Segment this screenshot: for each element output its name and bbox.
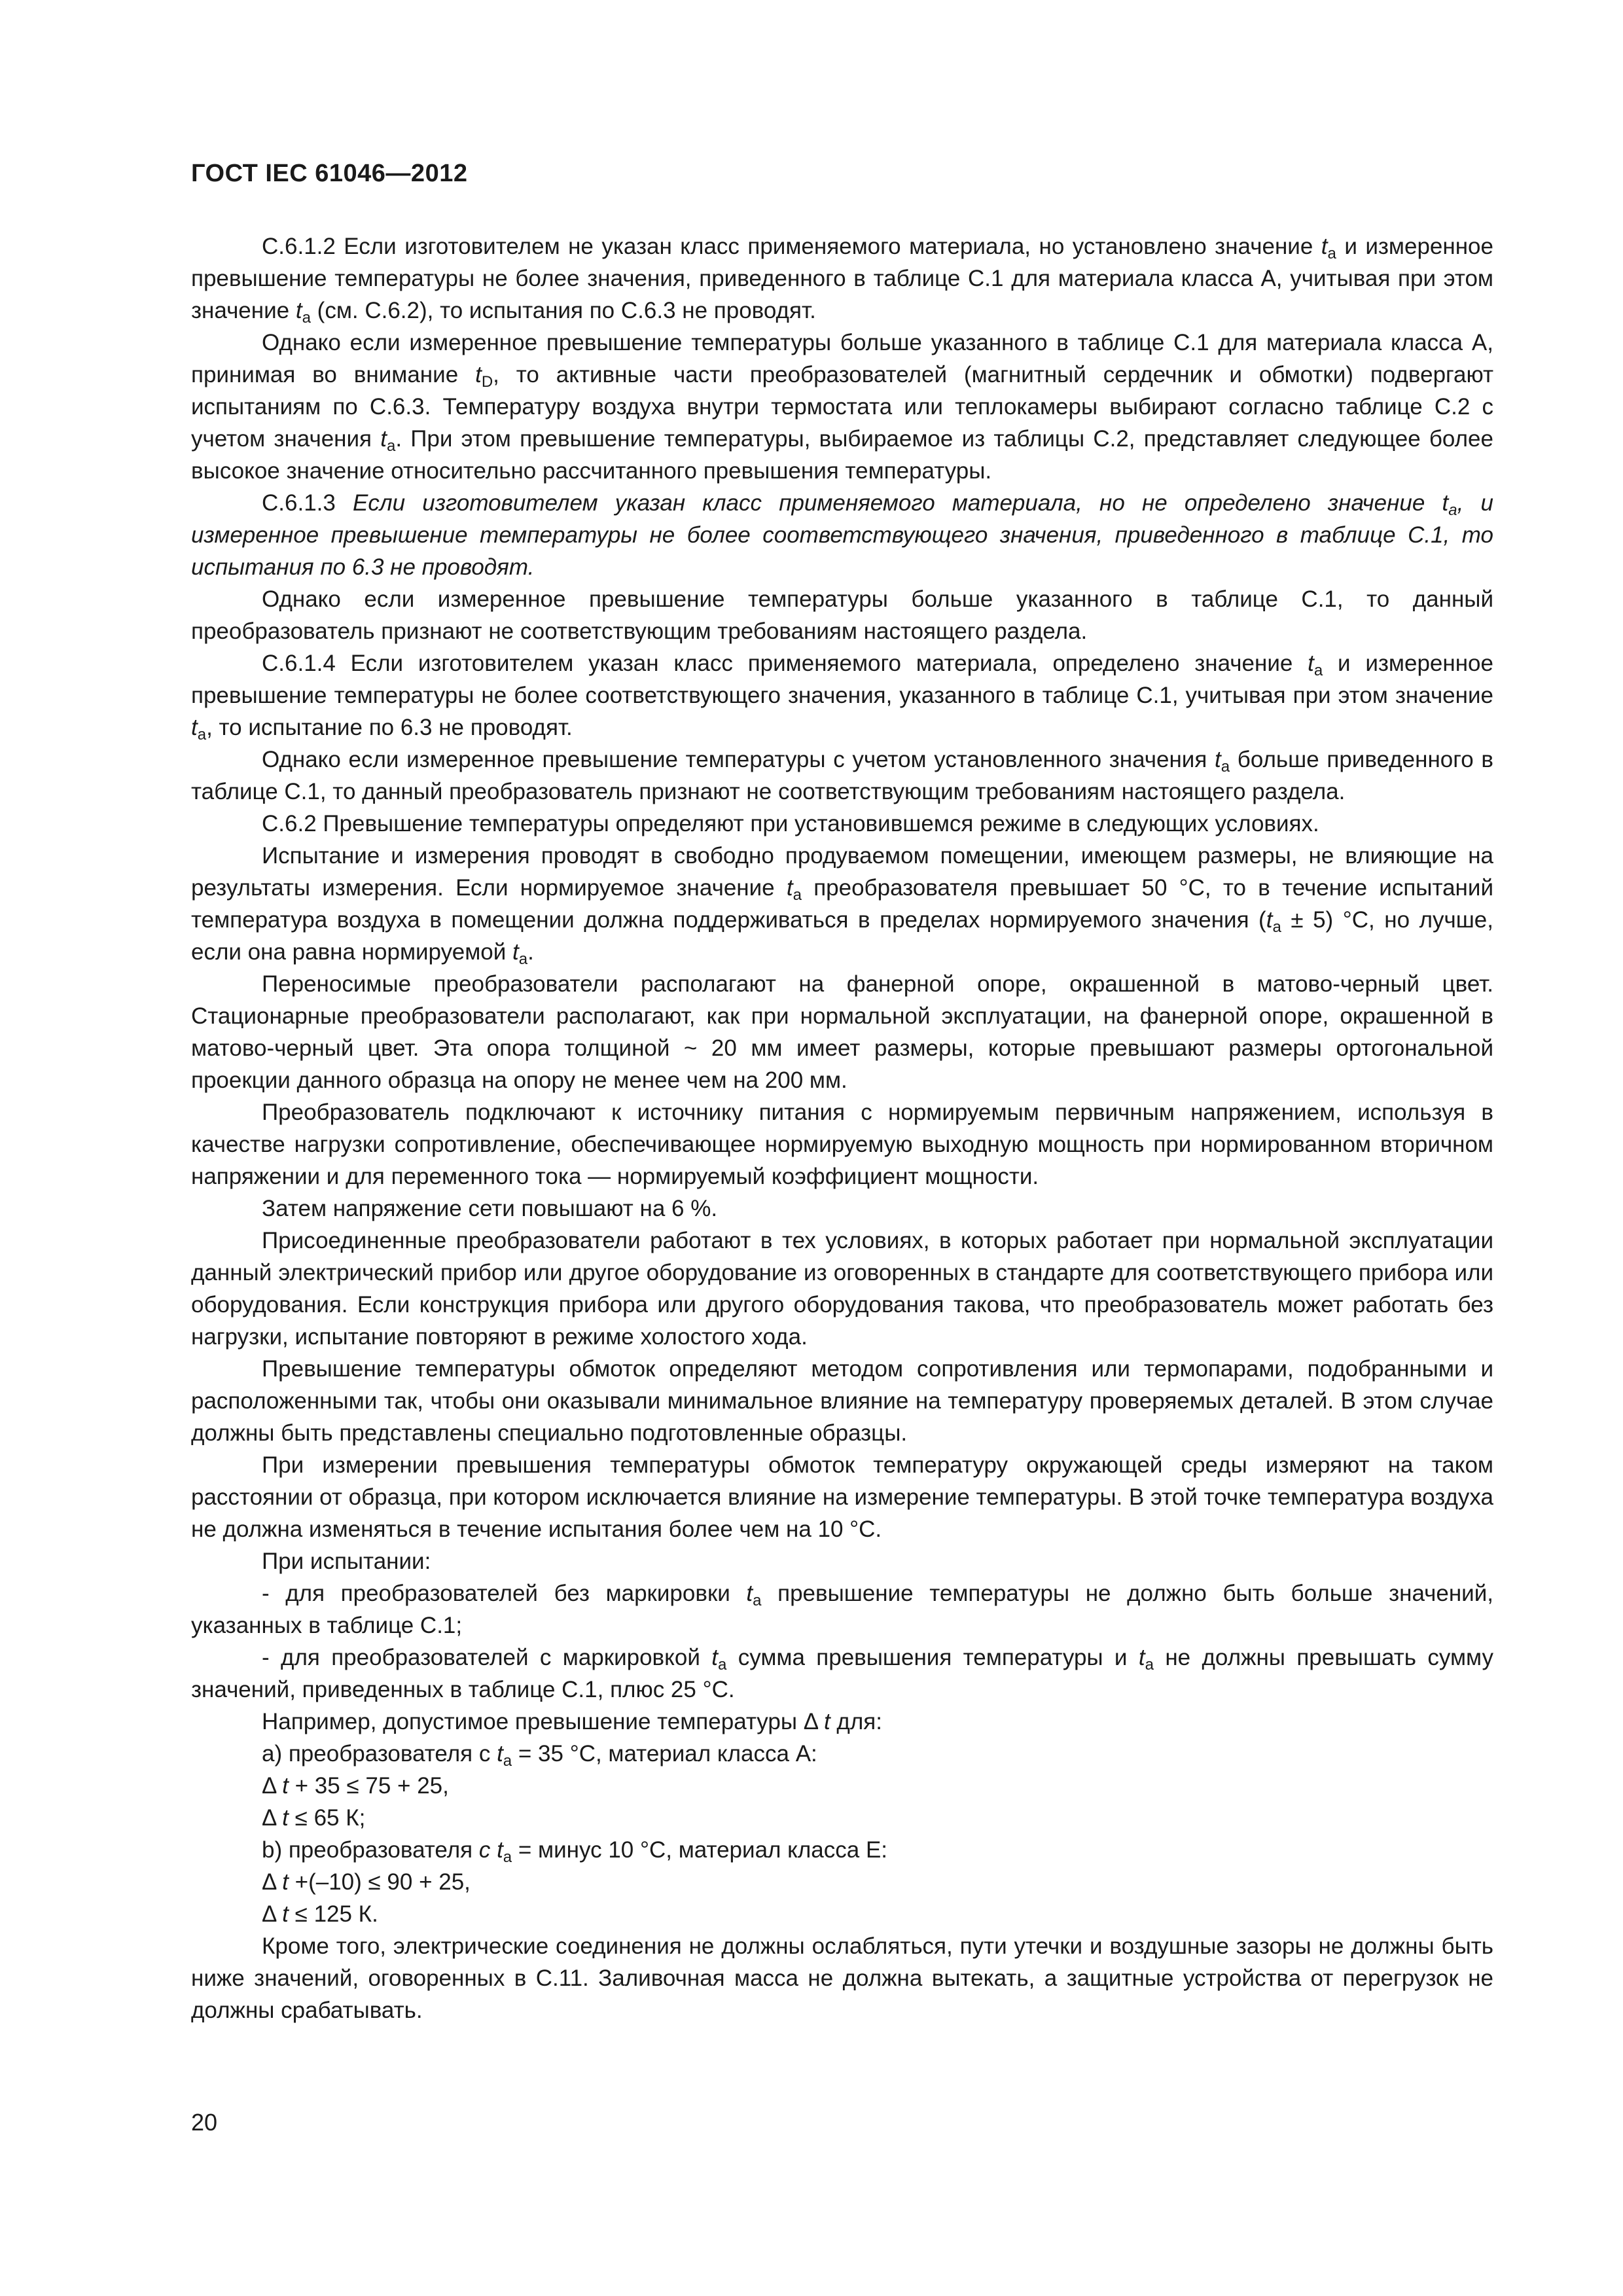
document-header: ГОСТ IEC 61046—2012 [191, 160, 468, 187]
example-b: b) преобразователя с $t_a$ = минус 10 °С, материал класса Е: [262, 1837, 888, 1867]
page-number: 20 [191, 2109, 218, 2136]
formula-a2: Δ t ≤ 65 К; [262, 1805, 366, 1831]
paragraph-power-connection: Преобразователь подключают к источнику питания с нормируемым первичным напряжением, используя в качестве нагрузки сопротивление, обеспечивающее нормируемую выходную мощность при нормированном вторичном напряжении и для переменного тока — нормируемый коэффициент мощности. [191, 1100, 1493, 1189]
paragraph-example: Например, допустимое превышение температуры Δ t для: [262, 1709, 882, 1734]
formula-a1: Δ t + 35 ≤ 75 + 25, [262, 1773, 449, 1799]
paragraph-test-room: Испытание и измерения проводят в свободно продуваемом помещении, имеющем размеры, не влияющие на результаты измерения. Если нормируемое значение $t_a$ преобразователя превышает 50 °С, то в течение испытаний температура воздуха в помещении должна поддерживаться в пределах нормируемого значения $(t_a \pm 5)$ °С, но лучше, если она равна нормируемой $t_a$. [191, 843, 1493, 969]
list-item-unmarked: - для преобразователей без маркировки $t_a$ превышение температуры не должно быть больше значений, указанных в таблице С.1; [191, 1581, 1493, 1638]
paragraph-c62: С.6.2 Превышение температуры определяют при установившемся режиме в следующих условиях. [262, 811, 1319, 836]
paragraph-ambient-measurement: При измерении превышения температуры обмоток температуру окружающей среды измеряют на таком расстоянии от образца, при котором исключается влияние на измерение температуры. В этой точке температура воздуха не должна изменяться в течение испытания более чем на 10 °С. [191, 1452, 1493, 1542]
paragraph-c614: С.6.1.4 Если изготовителем указан класс применяемого материала, определено значение $t_a$ и измеренное превышение температуры не более соответствующего значения, указанного в таблице С.1, учитывая при этом значение $t_a$, то испытание по 6.3 не проводят. [191, 651, 1493, 744]
paragraph-winding-method: Превышение температуры обмоток определяют методом сопротивления или термопарами, подобранными и расположенными так, чтобы они оказывали минимальное влияние на температуру проверяемых деталей. В этом случае должны быть представлены специально подготовленные образцы. [191, 1356, 1493, 1446]
paragraph-c612: С.6.1.2 Если изготовителем не указан класс применяемого материала, но установлено значение $t_a$ и измеренное превышение температуры не более значения, приведенного в таблице С.1 для материала класса А, учитывая при этом значение $t_a$ (см. С.6.2), то испытания по С.6.3 не проводят. [191, 234, 1493, 327]
paragraph-c612-however: Однако если измеренное превышение температуры больше указанного в таблице С.1 для материала класса А, принимая во внимание $t_D$, то активные части преобразователей (магнитный сердечник и обмотки) подвергают испытаниям по С.6.3. Температуру воздуха внутри термостата или теплокамеры выбирают согласно таблице С.2 с учетом значения $t_a$. При этом превышение температуры, выбираемое из таблицы С.2, представляет следующее более высокое значение относительно рассчитанного превышения температуры. [191, 330, 1494, 484]
paragraph-voltage-increase: Затем напряжение сети повышают на 6 %. [262, 1196, 718, 1221]
paragraph-c613-however: Однако если измеренное превышение температуры больше указанного в таблице С.1, то данный преобразователь признают не соответствующим требованиям настоящего раздела. [191, 586, 1493, 644]
document-body [191, 230, 1493, 2026]
list-item-marked: - для преобразователей с маркировкой $t_a$ сумма превышения температуры и $t_a$ не должны превышать сумму значений, приведенных в таблице С.1, плюс 25 °С. [191, 1645, 1493, 1702]
example-a: a) преобразователя с $t_a = 35$ °С, материал класса А: [262, 1741, 817, 1770]
paragraph-plywood-support: Переносимые преобразователи располагают на фанерной опоре, окрашенной в матово-черный цвет. Стационарные преобразователи располагают, как при нормальной эксплуатации, на фанерной опоре, окрашенной в матово-черный цвет. Эта опора толщиной ~ 20 мм имеет размеры, которые превышают размеры ортогональной проекции данного образца на опору не менее чем на 200 мм. [191, 971, 1493, 1093]
paragraph-during-test: При испытании: [262, 1549, 431, 1574]
paragraph-connected-transformers: Присоединенные преобразователи работают в тех условиях, в которых работает при нормальной эксплуатации данный электрический прибор или другое оборудование из оговоренных в стандарте для соответствующего прибора или оборудования. Если конструкция прибора или другого оборудования такова, что преобразователь может работать без нагрузки, испытание повторяют в режиме холостого хода. [191, 1228, 1493, 1350]
paragraph-connections: Кроме того, электрические соединения не должны ослабляться, пути утечки и воздушные зазоры не должны быть ниже значений, оговоренных в С.11. Заливочная масса не должна вытекать, а защитные устройства от перегрузок не должны срабатывать. [191, 1933, 1493, 2023]
paragraph-c614-however: Однако если измеренное превышение температуры с учетом установленного значения $t_a$ больше приведенного в таблице С.1, то данный преобразователь признают не соответствующим требованиям настоящего раздела. [191, 747, 1493, 804]
formula-b2: Δ t ≤ 125 К. [262, 1901, 378, 1927]
paragraph-c613: С.6.1.3 Если изготовителем указан класс применяемого материала, но не определено значение $t_a$, и измеренное превышение температуры не более соответствующего значения, приведенного в таблице С.1, то испытания по 6.3 не проводят. [191, 490, 1494, 580]
formula-b1: Δ t +(–10) ≤ 90 + 25, [262, 1869, 471, 1895]
